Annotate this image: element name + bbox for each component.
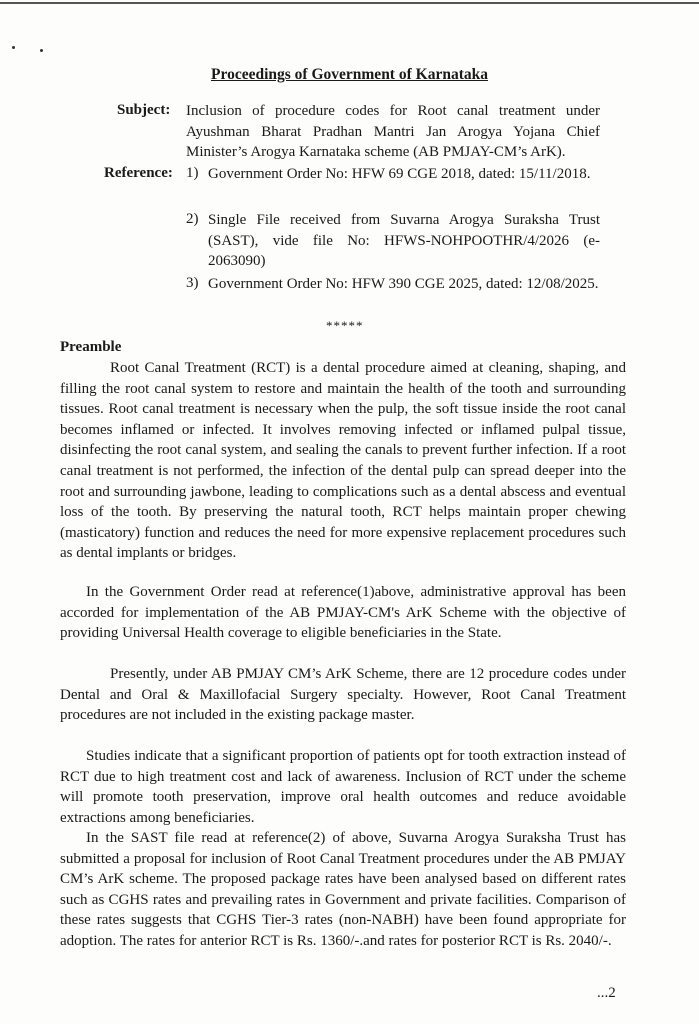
reference-label: Reference: [104, 165, 173, 181]
reference-number: 3) [186, 275, 199, 291]
subject-label: Subject: [117, 102, 171, 118]
page-continuation-marker: ...2 [597, 985, 616, 1001]
preamble-paragraph-4: Studies indicate that a significant proportion of patients opt for tooth extraction instead of RCT due to high treatment cost and lack of awareness. Inclusion of RCT under the scheme will promote tooth preservation, improve oral health outcomes and reduce avoidable extractions among beneficiaries. [60, 748, 626, 826]
reference-item-1: Government Order No: HFW 69 CGE 2018, dated: 15/11/2018. [208, 166, 591, 182]
preamble-paragraph-3: Presently, under AB PMJAY CM’s ArK Scheme, there are 12 procedure codes under Dental and Oral & Maxillofacial Surgery specialty. However, Root Canal Treatment procedures are not included in the existing package master. [60, 666, 626, 724]
reference-number: 2) [186, 211, 199, 227]
preamble-paragraph-1: Root Canal Treatment (RCT) is a dental procedure aimed at cleaning, shaping, and filling the root canal system to restore and maintain the health of the tooth and surrounding tissues. Root canal treatment is necessary when the pulp, the soft tissue inside the root canal becomes inflamed or infected. It involves removing infected or inflamed pulpal tissue, disinfecting the root canal system, and sealing the canals to prevent further infection. If a root canal treatment is not performed, the infection of the dental pulp can spread deeper into the root and surrounding jawbone, leading to complications such as a dental abscess and eventual loss of the tooth. By preserving the natural tooth, RCT helps maintain proper chewing (masticatory) function and reduces the need for more expensive replacement procedures such as dental implants or bridges. [60, 360, 626, 562]
subject-text: Inclusion of procedure codes for Root canal treatment under Ayushman Bharat Pradhan Mantri Jan Arogya Yojana Chief Minister’s Arogya Karnataka scheme (AB PMJAY-CM’s ArK). [186, 103, 600, 160]
preamble-paragraph-5: In the SAST file read at reference(2) of above, Suvarna Arogya Suraksha Trust has submitted a proposal for inclusion of Root Canal Treatment procedures under the AB PMJAY CM’s ArK scheme. The proposed package rates have been analysed based on different rates such as CGHS rates and prevailing rates in Government and private facilities. Comparison of these rates suggests that CGHS Tier-3 rates (non-NABH) have been found appropriate for adoption. The rates for anterior RCT is Rs. 1360/-.and rates for posterior RCT is Rs. 2040/-. [60, 830, 626, 949]
scan-speck [12, 46, 15, 49]
scan-speck [40, 49, 43, 52]
preamble-heading: Preamble [60, 339, 122, 355]
section-separator: ***** [326, 318, 364, 333]
top-border-line [0, 2, 699, 4]
reference-number: 1) [186, 165, 199, 181]
reference-item-2: Single File received from Suvarna Arogya Suraksha Trust (SAST), vide file No: HFWS-NOHPOOTHR/4/2026 (e-2063090) [208, 212, 600, 269]
document-title: Proceedings of Government of Karnataka [211, 66, 488, 83]
reference-item-3: Government Order No: HFW 390 CGE 2025, dated: 12/08/2025. [208, 276, 599, 292]
preamble-paragraph-2: In the Government Order read at reference(1)above, administrative approval has been accorded for implementation of the AB PMJAY-CM's ArK Scheme with the objective of providing Universal Health coverage to eligible beneficiaries in the State. [60, 584, 626, 642]
